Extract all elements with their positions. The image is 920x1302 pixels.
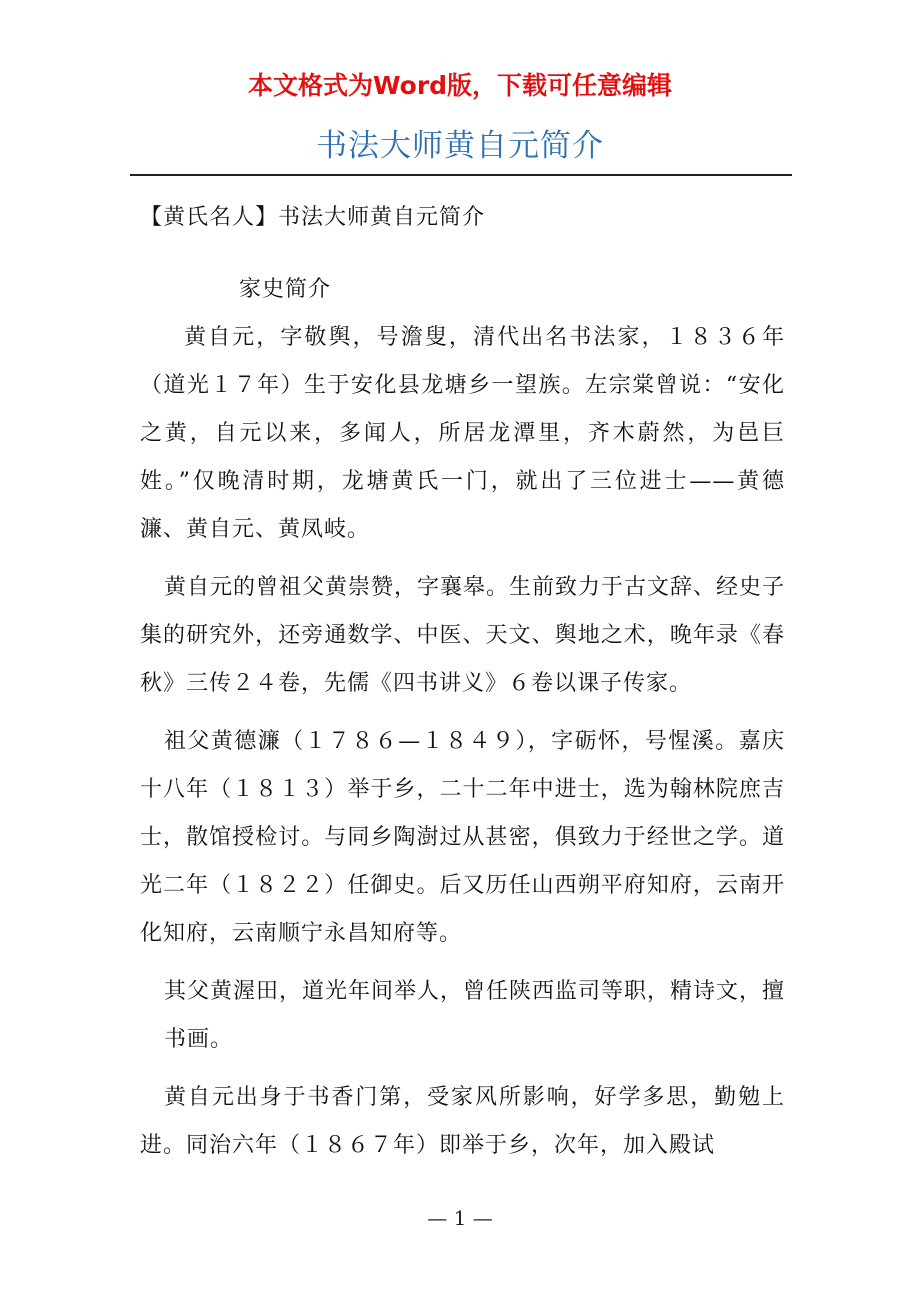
paragraph: 黄自元，字敬舆，号澹叟，清代出名书法家，１８３６年（道光１７年）生于安化县龙塘乡一望族。左宗棠曾说：“安化之黄，自元以来，多闻人，所居龙潭里，齐木蔚然，为邑巨姓。”仅晚清时期，龙塘黄氏一门，就出了三位进士——黄德濂、黄自元、黄凤岐。 [140,325,785,542]
title-divider [130,174,792,176]
paragraph: 黄自元的曾祖父黄崇赞，字襄皋。生前致力于古文辞、经史子集的研究外，还旁通数学、中医、天文、舆地之术，晚年录《春秋》三传２４卷，先儒《四书讲义》６卷以课子传家。 [140,575,786,696]
paragraph: 黄自元出身于书香门第，受家风所影响，好学多思，勤勉上进。同治六年（１８６７年）即举于乡，次年，加入殿试 [140,1085,785,1158]
document-title: 书法大师黄自元简介 [316,128,604,164]
page-number: — 1 — [427,1206,493,1230]
paragraph: 其父黄渥田，道光年间举人，曾任陕西监司等职，精诗文，擅书画。 [164,979,786,1052]
category-header-line: 【黄氏名人】书法大师黄自元简介 [140,205,486,230]
paragraph: 祖父黄德濂（１７８６—１８４９），字砺怀，号惺溪。嘉庆十八年（１８１３）举于乡，二十二年中进士，选为翰林院庶吉士，散馆授检讨。与同乡陶澍过从甚密，俱致力于经世之学。道光二年（１８２２）任御史。后又历任山西朔平府知府，云南开化知府，云南顺宁永昌知府等。 [140,729,785,946]
document-body [140,190,785,1170]
section-heading: 家史简介 [239,277,332,302]
format-notice-banner: 本文格式为Word版，下载可任意编辑 [247,71,673,100]
